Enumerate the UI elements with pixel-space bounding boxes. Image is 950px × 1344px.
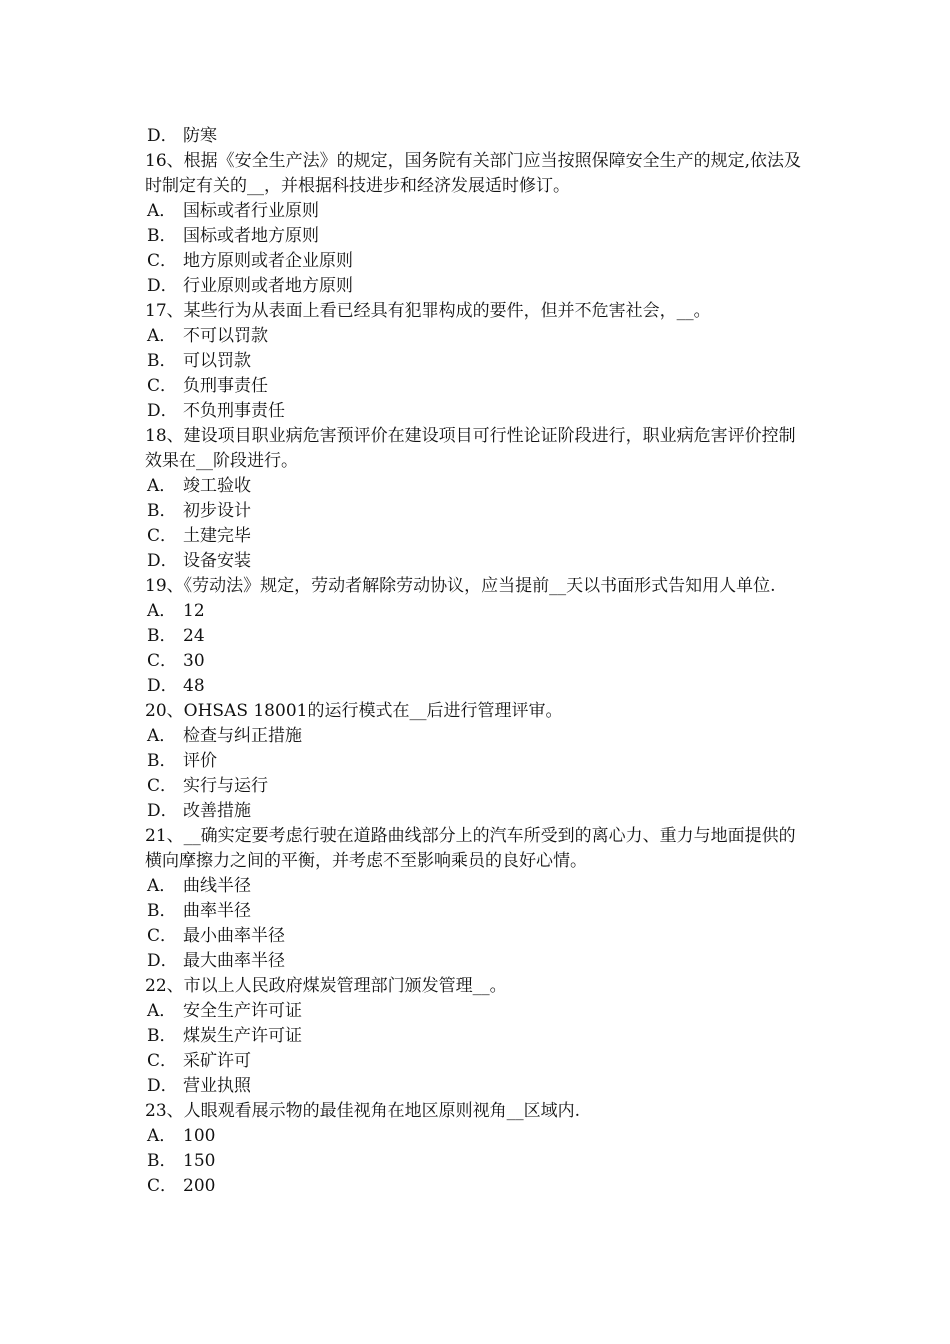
answer-option bbox=[145, 324, 810, 349]
option-letter: B． bbox=[147, 626, 177, 646]
answer-option bbox=[145, 599, 810, 624]
option-text: 30 bbox=[183, 651, 205, 671]
option-letter: D． bbox=[147, 1076, 178, 1096]
option-text: 曲率半径 bbox=[183, 901, 251, 921]
option-text: 设备安装 bbox=[183, 551, 251, 571]
option-text: 改善措施 bbox=[183, 801, 251, 821]
option-letter: D． bbox=[147, 401, 178, 421]
option-text: 不负刑事责任 bbox=[183, 401, 285, 421]
answer-option bbox=[145, 724, 810, 749]
option-text: 营业执照 bbox=[183, 1076, 251, 1096]
option-letter: B． bbox=[147, 226, 177, 246]
option-text: 检查与纠正措施 bbox=[183, 726, 302, 746]
option-text: 初步设计 bbox=[183, 501, 251, 521]
answer-option bbox=[145, 499, 810, 524]
option-letter: A． bbox=[147, 326, 177, 346]
answer-option bbox=[145, 399, 810, 424]
answer-option bbox=[145, 1049, 810, 1074]
question-text: 21、__确实定要考虑行驶在道路曲线部分上的汽车所受到的离心力、重力与地面提供的横向摩擦力之间的平衡，并考虑不至影响乘员的良好心情。 bbox=[145, 826, 796, 871]
question-block bbox=[145, 824, 810, 974]
question-block bbox=[145, 149, 810, 299]
option-text: 负刑事责任 bbox=[183, 376, 268, 396]
option-letter: C． bbox=[147, 651, 178, 671]
option-text: 48 bbox=[183, 676, 205, 696]
answer-option bbox=[145, 349, 810, 374]
option-letter: A． bbox=[147, 1126, 177, 1146]
option-letter: C． bbox=[147, 526, 178, 546]
option-letter: B． bbox=[147, 901, 177, 921]
answer-option bbox=[145, 999, 810, 1024]
option-letter: B． bbox=[147, 1026, 177, 1046]
answer-option bbox=[145, 199, 810, 224]
question-block bbox=[145, 699, 810, 824]
question-block bbox=[145, 974, 810, 1099]
option-letter: D． bbox=[147, 126, 178, 146]
answer-option bbox=[145, 549, 810, 574]
answer-option bbox=[145, 924, 810, 949]
question-text: 20、OHSAS 18001的运行模式在__后进行管理评审。 bbox=[145, 701, 563, 721]
option-letter: D． bbox=[147, 276, 178, 296]
option-text: 最小曲率半径 bbox=[183, 926, 285, 946]
option-text: 100 bbox=[183, 1126, 216, 1146]
option-letter: D． bbox=[147, 551, 178, 571]
answer-option bbox=[145, 1124, 810, 1149]
answer-option bbox=[145, 224, 810, 249]
answer-option bbox=[145, 899, 810, 924]
answer-option bbox=[145, 649, 810, 674]
question-list bbox=[145, 149, 810, 1199]
option-letter: B． bbox=[147, 351, 177, 371]
question-text: 18、建设项目职业病危害预评价在建设项目可行性论证阶段进行，职业病危害评价控制效果在__阶段进行。 bbox=[145, 426, 796, 471]
answer-option bbox=[145, 474, 810, 499]
question-text: 23、人眼观看展示物的最佳视角在地区原则视角__区域内. bbox=[145, 1101, 581, 1121]
option-letter: B． bbox=[147, 1151, 177, 1171]
option-letter: A． bbox=[147, 876, 177, 896]
option-letter: C． bbox=[147, 251, 178, 271]
question-text: 22、市以上人民政府煤炭管理部门颁发管理__。 bbox=[145, 976, 507, 996]
option-letter: C． bbox=[147, 1176, 178, 1196]
option-text: 150 bbox=[183, 1151, 216, 1171]
lead-option bbox=[145, 124, 810, 149]
option-text: 24 bbox=[183, 626, 205, 646]
option-text: 不可以罚款 bbox=[183, 326, 268, 346]
option-text: 曲线半径 bbox=[183, 876, 251, 896]
option-text: 可以罚款 bbox=[183, 351, 251, 371]
answer-option bbox=[145, 874, 810, 899]
option-letter: A． bbox=[147, 1001, 177, 1021]
option-text: 国标或者行业原则 bbox=[183, 201, 319, 221]
option-text: 实行与运行 bbox=[183, 776, 268, 796]
answer-option bbox=[145, 624, 810, 649]
option-letter: A． bbox=[147, 601, 177, 621]
option-text: 200 bbox=[183, 1176, 216, 1196]
option-letter: A． bbox=[147, 726, 177, 746]
answer-option bbox=[145, 524, 810, 549]
answer-option bbox=[145, 274, 810, 299]
option-letter: B． bbox=[147, 501, 177, 521]
option-text: 竣工验收 bbox=[183, 476, 251, 496]
answer-option bbox=[145, 1024, 810, 1049]
option-letter: C． bbox=[147, 376, 178, 396]
answer-option bbox=[145, 249, 810, 274]
option-letter: C． bbox=[147, 926, 178, 946]
question-text: 17、某些行为从表面上看已经具有犯罪构成的要件，但并不危害社会，__。 bbox=[145, 301, 711, 321]
answer-option bbox=[145, 1174, 810, 1199]
answer-option bbox=[145, 774, 810, 799]
answer-option bbox=[145, 674, 810, 699]
option-text: 国标或者地方原则 bbox=[183, 226, 319, 246]
option-text: 评价 bbox=[183, 751, 217, 771]
answer-option bbox=[145, 949, 810, 974]
option-text: 12 bbox=[183, 601, 205, 621]
option-text: 防寒 bbox=[183, 126, 217, 146]
option-letter: D． bbox=[147, 951, 178, 971]
option-text: 地方原则或者企业原则 bbox=[183, 251, 353, 271]
answer-option bbox=[145, 1074, 810, 1099]
question-block bbox=[145, 574, 810, 699]
question-block bbox=[145, 299, 810, 424]
answer-option bbox=[145, 1149, 810, 1174]
answer-option bbox=[145, 374, 810, 399]
option-letter: D． bbox=[147, 801, 178, 821]
document-page bbox=[145, 124, 810, 1199]
question-block bbox=[145, 424, 810, 574]
option-text: 行业原则或者地方原则 bbox=[183, 276, 353, 296]
question-text: 19、《劳动法》规定，劳动者解除劳动协议，应当提前__天以书面形式告知用人单位. bbox=[145, 576, 776, 596]
option-text: 最大曲率半径 bbox=[183, 951, 285, 971]
option-letter: A． bbox=[147, 476, 177, 496]
answer-option bbox=[145, 799, 810, 824]
option-letter: B． bbox=[147, 751, 177, 771]
question-block bbox=[145, 1099, 810, 1199]
option-text: 采矿许可 bbox=[183, 1051, 251, 1071]
option-letter: D． bbox=[147, 676, 178, 696]
option-text: 煤炭生产许可证 bbox=[183, 1026, 302, 1046]
option-text: 土建完毕 bbox=[183, 526, 251, 546]
option-letter: A． bbox=[147, 201, 177, 221]
question-text: 16、根据《安全生产法》的规定，国务院有关部门应当按照保障安全生产的规定,依法及时制定有关的__，并根据科技进步和经济发展适时修订。 bbox=[145, 151, 802, 196]
option-text: 安全生产许可证 bbox=[183, 1001, 302, 1021]
option-letter: C． bbox=[147, 1051, 178, 1071]
answer-option bbox=[145, 749, 810, 774]
option-letter: C． bbox=[147, 776, 178, 796]
